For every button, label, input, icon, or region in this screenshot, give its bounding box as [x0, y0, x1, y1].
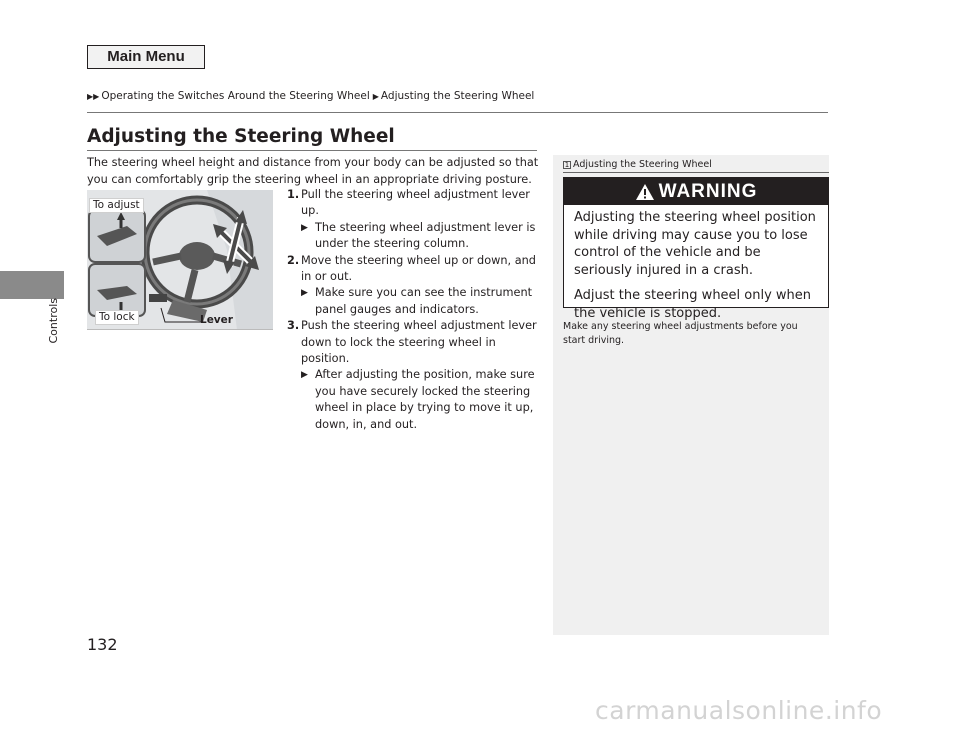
- double-right-arrow-icon: ▶▶: [87, 91, 100, 101]
- page-title: Adjusting the Steering Wheel: [87, 126, 395, 147]
- step-subtext: Make sure you can see the instrument panel gauges and indicators.: [315, 286, 533, 316]
- right-arrow-icon: ▶: [372, 91, 379, 101]
- warning-box: [563, 177, 829, 321]
- step-number: 1.: [287, 188, 300, 201]
- side-note-text: Make any steering wheel adjustments before you start driving.: [563, 321, 798, 346]
- step-text: Push the steering wheel adjustment lever down to lock the steering wheel in position.: [301, 319, 537, 366]
- title-divider: [87, 150, 537, 151]
- reference-marker-icon: 1: [564, 160, 570, 169]
- warning-title: WARNING: [658, 180, 758, 202]
- warning-body: [564, 205, 828, 322]
- figure-label-lever: Lever: [200, 314, 233, 326]
- step-subitem: [287, 220, 545, 253]
- instruction-steps: [287, 187, 545, 433]
- steering-wheel-illustration: [87, 190, 273, 330]
- section-side-label: Controls: [47, 298, 60, 344]
- step-item: [287, 318, 545, 367]
- figure-label-to-adjust: To adjust: [89, 198, 144, 213]
- right-arrow-icon: ▶: [301, 288, 308, 299]
- warning-header: [564, 178, 828, 205]
- step-text: Move the steering wheel up or down, and in or out.: [301, 253, 536, 284]
- warning-paragraph: Adjust the steering wheel only when the vehicle is stopped.: [574, 288, 812, 321]
- side-note-divider: [563, 172, 829, 173]
- step-subitem: [287, 285, 545, 318]
- step-number: 3.: [287, 319, 300, 333]
- main-menu-button[interactable]: Main Menu: [87, 45, 205, 69]
- intro-paragraph: The steering wheel height and distance from your body can be adjusted so that you can comfortably grip the steering wheel in an appropriate driving posture.: [87, 156, 539, 186]
- breadcrumb: [87, 90, 537, 102]
- step-item: [287, 187, 545, 220]
- step-subtext: The steering wheel adjustment lever is under the steering column.: [315, 220, 536, 251]
- step-number: 2.: [287, 253, 300, 267]
- side-note-heading: [563, 159, 712, 170]
- breadcrumb-current: Adjusting the Steering Wheel: [380, 90, 535, 102]
- watermark-text: carmanualsonline.info: [595, 696, 883, 725]
- step-text: Pull the steering wheel adjustment lever up.: [301, 188, 530, 218]
- breadcrumb-parent[interactable]: Operating the Switches Around the Steering Wheel: [101, 90, 370, 102]
- right-arrow-icon: ▶: [301, 222, 308, 233]
- step-subtext: After adjusting the position, make sure you have securely locked the steering wheel in place by trying to move it up, down, in, and out.: [315, 368, 535, 431]
- right-arrow-icon: ▶: [301, 370, 308, 381]
- page-number: 132: [87, 635, 118, 654]
- step-subitem: [287, 367, 545, 433]
- warning-triangle-icon: [635, 183, 655, 201]
- step-item: [287, 253, 545, 286]
- side-note-heading-text: Adjusting the Steering Wheel: [573, 159, 712, 170]
- warning-paragraph: Adjusting the steering wheel position while driving may cause you to lose control of the vehicle and be seriously injured in a crash.: [574, 210, 816, 278]
- header-divider: [87, 112, 828, 113]
- section-tab-marker: [0, 271, 64, 299]
- figure-label-to-lock: To lock: [95, 310, 139, 325]
- side-note-panel: [553, 155, 829, 635]
